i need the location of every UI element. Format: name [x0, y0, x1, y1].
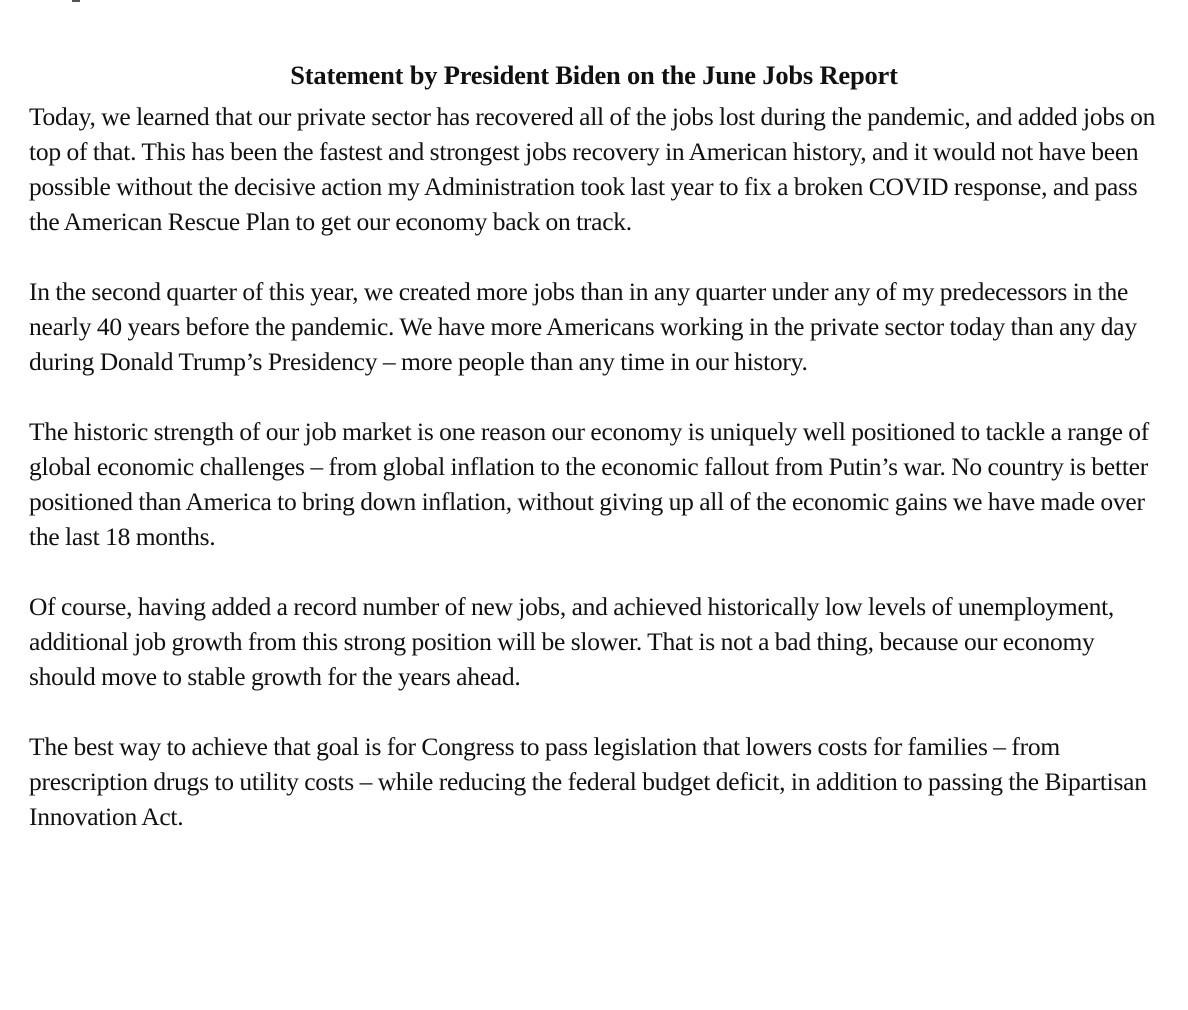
document-title: Statement by President Biden on the June Jobs Report	[290, 60, 898, 90]
statement-document	[29, 0, 1159, 834]
paragraph-1: Today, we learned that our private sector has recovered all of the jobs lost during the pandemic, and added jobs on top of that. This has been the fastest and strongest jobs recovery in American history, and it would not have been possible without the decisive action my Administration took last year to fix a broken COVID response, and pass the American Rescue Plan to get our economy back on track.	[29, 102, 1156, 236]
paragraph-2: In the second quarter of this year, we created more jobs than in any quarter under any of my predecessors in the nearly 40 years before the pandemic. We have more Americans working in the private sector today than any day during Donald Trump’s Presidency – more people than any time in our history.	[29, 277, 1137, 376]
paragraph-3: The historic strength of our job market is one reason our economy is uniquely well positioned to tackle a range of global economic challenges – from global inflation to the economic fallout from Putin’s war. No country is better positioned than America to bring down inflation, without giving up all of the economic gains we have made over the last 18 months.	[29, 417, 1150, 551]
paragraph-4: Of course, having added a record number of new jobs, and achieved historically low levels of unemployment, additional job growth from this strong position will be slower. That is not a bad thing, because our economy should move to stable growth for the years ahead.	[29, 592, 1115, 691]
paragraph-5: The best way to achieve that goal is for Congress to pass legislation that lowers costs for families – from prescription drugs to utility costs – while reducing the federal budget deficit, in addition to passing the Bipartisan Innovation Act.	[29, 732, 1147, 831]
